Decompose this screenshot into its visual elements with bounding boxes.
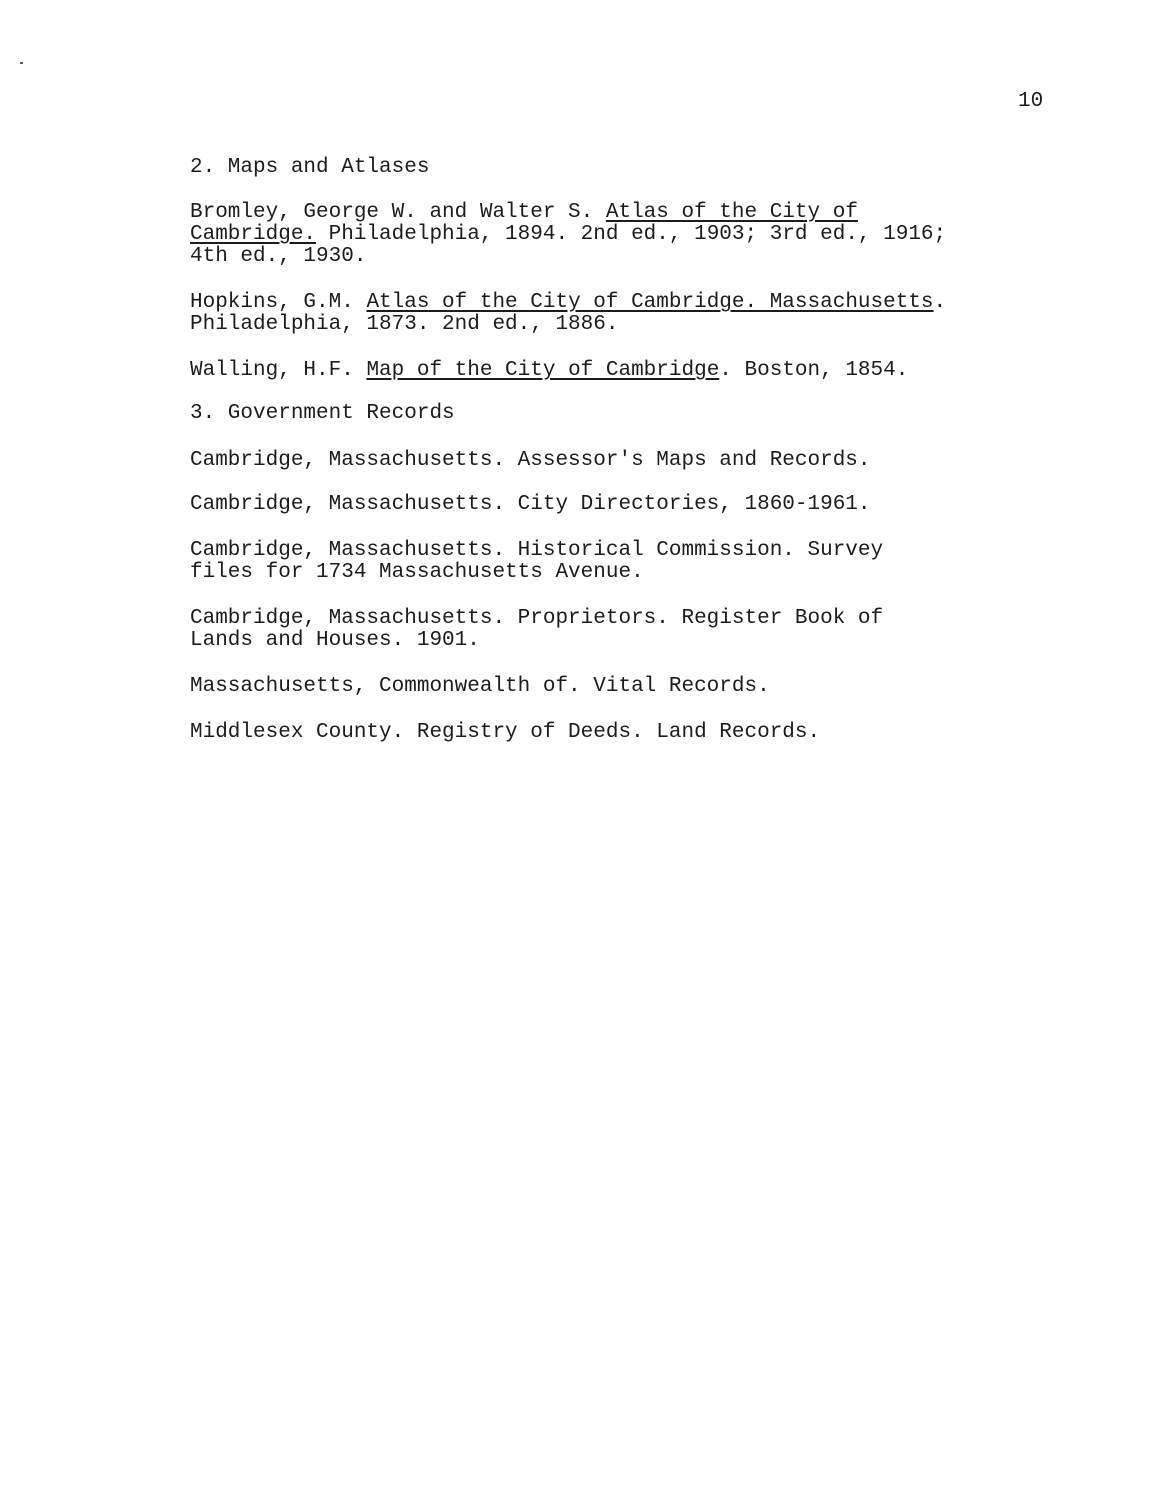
bibliography-content [190,156,1090,744]
bibliography-entry: Cambridge, Massachusetts. Historical Commission. Survey files for 1734 Massachusetts Avenue. [190,539,884,584]
entry-title: Atlas of the City of [605,201,858,224]
entry-title: Cambridge. [190,223,317,246]
bibliography-entry: Cambridge, Massachusetts. City Directories, 1860-1961. [190,493,871,516]
section-heading-government: 3. Government Records [190,402,455,425]
entry-text: Bromley, George W. and Walter S. [190,201,606,224]
entry-text: Philadelphia, 1894. 2nd ed., 1903; 3rd ed., 1916; [316,223,947,246]
section-heading-maps: 2. Maps and Atlases [190,156,430,179]
bibliography-entry: Cambridge, Massachusetts. Proprietors. Register Book of Lands and Houses. 1901. [190,607,884,652]
entry-text: Hopkins, G.M. [190,291,367,314]
bibliography-entry: Cambridge, Massachusetts. Assessor's Maps and Records. [190,449,871,472]
bibliography-entry-bromley [190,202,1090,268]
entry-text: Philadelphia, 1873. 2nd ed., 1886. [190,313,619,336]
bibliography-entry-hopkins [190,292,1090,336]
page-number: 10 [1018,90,1044,113]
entry-text: Walling, H.F. [190,359,367,382]
bibliography-entry: Middlesex County. Registry of Deeds. Land Records. [190,721,821,744]
entry-text: . Boston, 1854. [719,359,909,382]
bibliography-entry-walling [190,360,1090,382]
entry-title: Map of the City of Cambridge [366,359,720,382]
entry-text: . [933,291,947,314]
scan-speck [20,62,23,64]
entry-title: Atlas of the City of Cambridge. Massachusetts [366,291,934,314]
entry-text: 4th ed., 1930. [190,245,367,268]
bibliography-entry: Massachusetts, Commonwealth of. Vital Records. [190,675,770,698]
